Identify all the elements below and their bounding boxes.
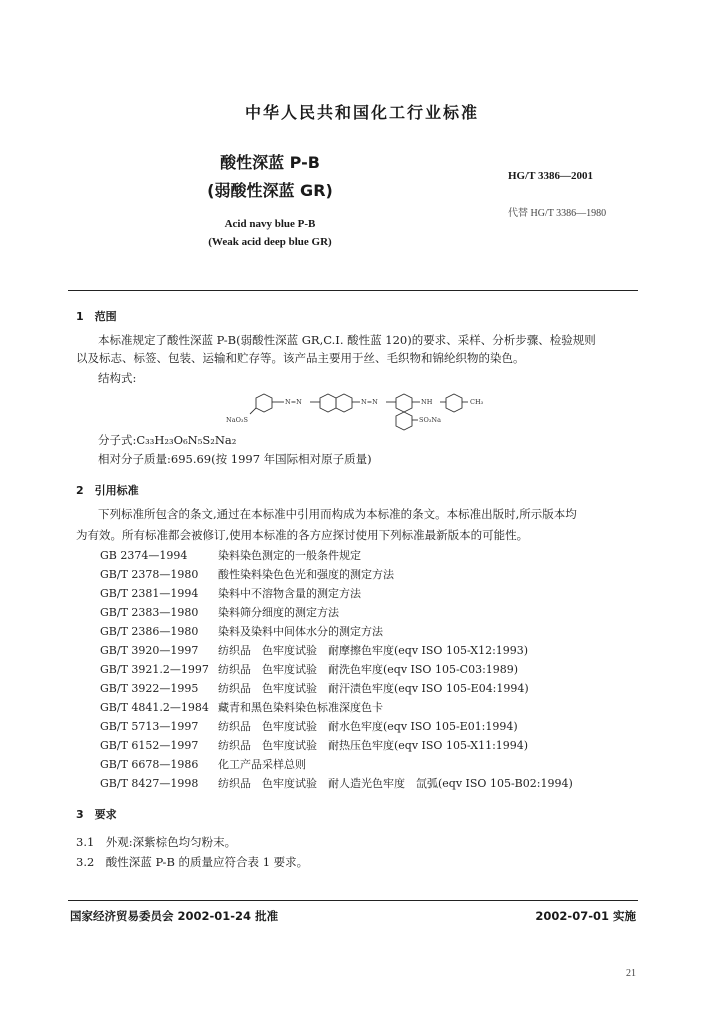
reference-item: GB/T 4841.2—1984 藏青和黑色染料染色标准深度色卡 — [100, 701, 383, 714]
reference-item: GB/T 2386—1980 染料及染料中间体水分的测定方法 — [100, 625, 383, 638]
requirement-3-1: 3.1 外观:深紫棕色均匀粉末。 — [76, 835, 237, 849]
replaces-standard: 代替 HG/T 3386—1980 — [508, 208, 607, 219]
reference-item: GB/T 8427—1998 纺织品 色牢度试验 耐人造光色牢度 氙弧(eqv ISO 105-B02:1994) — [100, 777, 573, 790]
section-1-para-line1: 本标准规定了酸性深蓝 P-B(弱酸性深蓝 GR,C.I. 酸性蓝 120)的要求、采样、分析步骤、检验规则 — [98, 333, 596, 347]
standard-category-header: 中华人民共和国化工行业标准 — [244, 103, 479, 122]
reference-item: GB/T 5713—1997 纺织品 色牢度试验 耐水色牢度(eqv ISO 105-E01:1994) — [100, 720, 518, 733]
reference-item: GB/T 2378—1980 酸性染料染色色光和强度的测定方法 — [100, 568, 394, 581]
title-cn-line1: 酸性深蓝 P-B — [220, 153, 320, 172]
reference-item: GB/T 2381—1994 染料中不溶物含量的测定方法 — [100, 587, 361, 600]
header-divider — [68, 290, 638, 291]
naphthalene-ring-1b — [336, 394, 352, 412]
implementation-date: 2002-07-01 实施 — [535, 909, 636, 923]
footer-divider — [68, 900, 638, 901]
title-cn-line2: (弱酸性深蓝 GR) — [207, 181, 333, 200]
reference-item: GB/T 3921.2—1997 纺织品 色牢度试验 耐洗色牢度(eqv ISO 105-C03:1989) — [100, 663, 519, 676]
azo-group-2: N=N — [361, 398, 378, 406]
structure-label: 结构式: — [98, 371, 137, 385]
section-2-para-line2: 为有效。所有标准都会被修订,使用本标准的各方应探讨使用下列标准最新版本的可能性。 — [76, 528, 529, 542]
naphthalene-ring-1a — [320, 394, 336, 412]
section-1-heading: 1 范围 — [76, 310, 117, 323]
reference-item: GB 2374—1994 染料染色测定的一般条件规定 — [100, 549, 361, 562]
section-1-para-line2: 以及标志、标签、包装、运输和贮存等。该产品主要用于丝、毛织物和锦纶织物的染色。 — [76, 351, 525, 365]
reference-item: GB/T 3920—1997 纺织品 色牢度试验 耐摩擦色牢度(eqv ISO 105-X12:1993) — [100, 644, 529, 657]
molecular-mass: 相对分子质量:695.69(按 1997 年国际相对原子质量) — [98, 452, 372, 466]
section-2-heading: 2 引用标准 — [76, 484, 139, 497]
methyl-group: CH₃ — [470, 398, 484, 406]
molecular-formula: 分子式:C₃₃H₂₃O₆N₅S₂Na₂ — [98, 433, 237, 447]
benzene-ring-1 — [256, 394, 272, 412]
standard-code: HG/T 3386—2001 — [508, 170, 594, 182]
page-number: 21 — [626, 968, 636, 979]
benzene-ring-2 — [446, 394, 462, 412]
nh-group: NH — [421, 398, 433, 406]
reference-item: GB/T 3922—1995 纺织品 色牢度试验 耐汗渍色牢度(eqv ISO 105-E04:1994) — [100, 682, 529, 695]
title-en-line1: Acid navy blue P-B — [224, 218, 316, 230]
approval-date: 国家经济贸易委员会 2002-01-24 批准 — [70, 909, 279, 923]
section-3-heading: 3 要求 — [76, 808, 117, 821]
chemical-structure-diagram — [220, 382, 500, 434]
section-2-para-line1: 下列标准所包含的条文,通过在本标准中引用而构成为本标准的条文。本标准出版时,所示版本均 — [98, 507, 577, 521]
sulfonate-group-2: SO₃Na — [419, 416, 441, 424]
sulfonate-group-1: NaO₃S — [226, 416, 248, 424]
azo-group-1: N=N — [285, 398, 302, 406]
reference-item: GB/T 6678—1986 化工产品采样总则 — [100, 758, 306, 771]
reference-item: GB/T 2383—1980 染料筛分细度的测定方法 — [100, 606, 339, 619]
naphthalene-ring-2a — [396, 394, 412, 412]
naphthalene-ring-2b — [396, 412, 412, 430]
reference-item: GB/T 6152—1997 纺织品 色牢度试验 耐热压色牢度(eqv ISO 105-X11:1994) — [100, 739, 529, 752]
requirement-3-2: 3.2 酸性深蓝 P-B 的质量应符合表 1 要求。 — [76, 855, 309, 869]
title-en-line2: (Weak acid deep blue GR) — [208, 236, 332, 248]
